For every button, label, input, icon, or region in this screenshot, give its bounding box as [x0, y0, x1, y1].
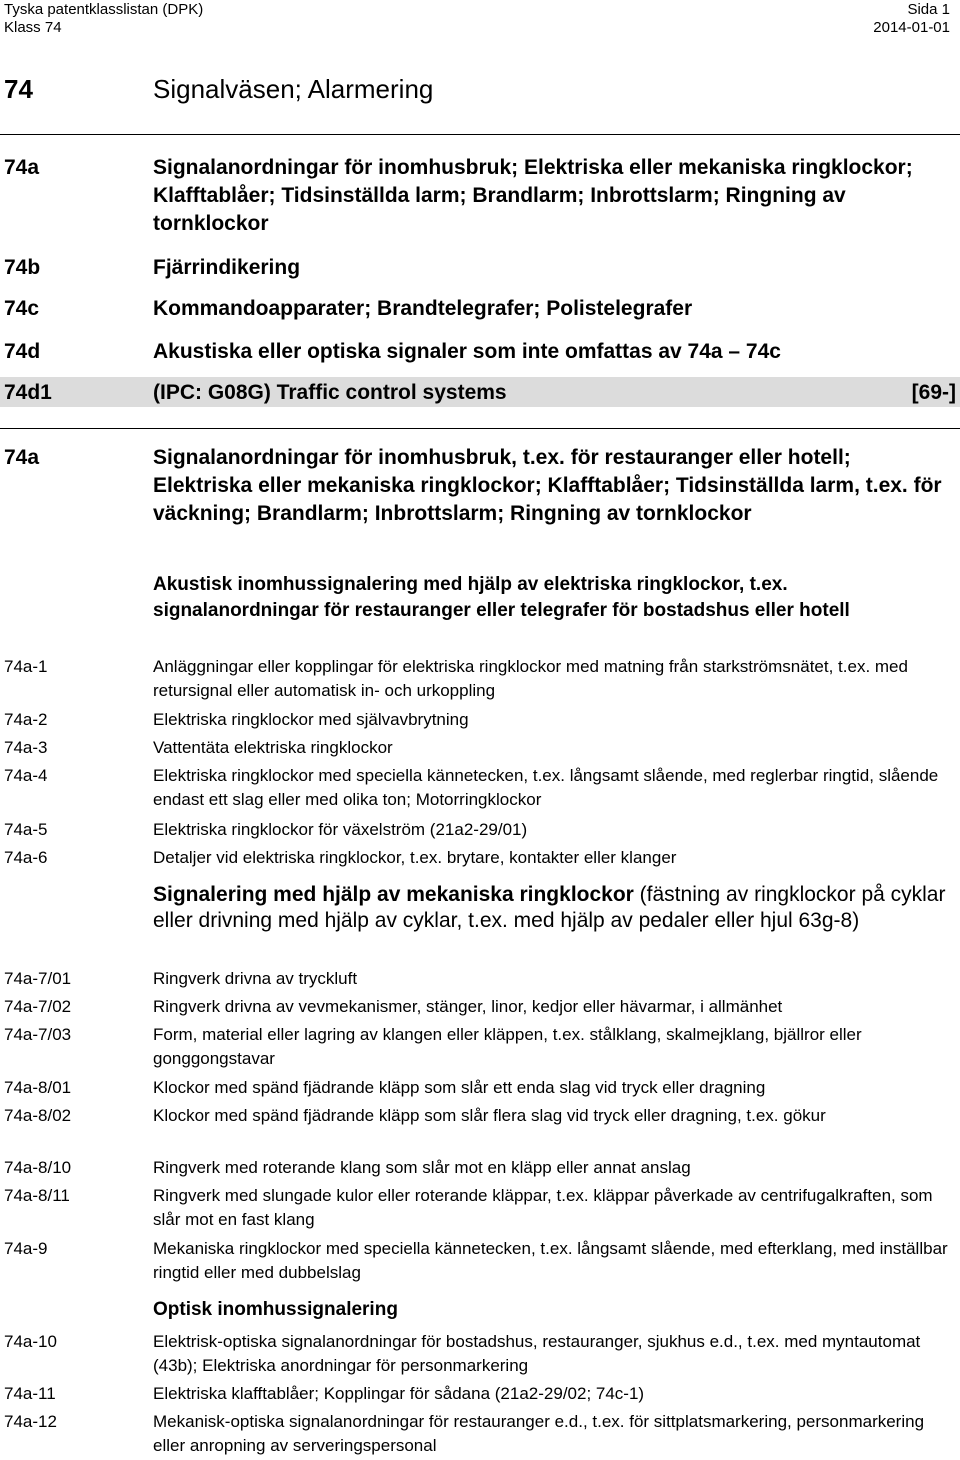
overview-code: 74b [4, 256, 41, 279]
overview-code: 74d [4, 340, 41, 363]
entry-text: Ringverk med roterande klang som slår mot en kläpp eller annat anslag [153, 1158, 691, 1177]
header-class: Klass 74 [4, 19, 62, 36]
overview-text: Signalanordningar för inomhusbruk; Elektriska eller mekaniska ringklockor; Klafftablåer; Tidsinställda larm; Brandlarm; Inbrottslarm; Ringning av tornklockor [153, 156, 913, 235]
entry-text: Klockor med spänd fjädrande kläpp som slår ett enda slag vid tryck eller dragning [153, 1078, 766, 1097]
entry-code: 74a-6 [4, 848, 48, 867]
entry-text: Form, material eller lagring av klangen eller kläppen, t.ex. stålklang, skalmejklang, bjällror eller gonggongstavar [153, 1025, 862, 1068]
entry-code: 74a-3 [4, 738, 48, 757]
overview-code: 74d1 [4, 381, 52, 404]
entry-code: 74a-4 [4, 766, 48, 785]
entry-text: Elektrisk-optiska signalanordningar för bostadshus, restauranger, sjukhus e.d., t.ex. med myntautomat (43b); Elektriska anordningar för personmarkering [153, 1332, 921, 1375]
section-code: 74a [4, 446, 40, 469]
entry-text: Elektriska ringklockor för växelström (21a2-29/01) [153, 820, 528, 839]
entry-code: 74a-9 [4, 1239, 48, 1258]
entry-code: 74a-8/11 [4, 1186, 70, 1205]
entry-text: Anläggningar eller kopplingar för elektriska ringklockor med matning från starkströmsnätet, t.ex. med retursignal eller automatisk in- och urkoppling [153, 657, 908, 700]
overview-text: (IPC: G08G) Traffic control systems [153, 381, 507, 404]
header-date: 2014-01-01 [873, 19, 950, 36]
entry-code: 74a-8/02 [4, 1106, 72, 1125]
header-page: Sida 1 [907, 1, 950, 18]
entry-code: 74a-2 [4, 710, 48, 729]
entry-text: Elektriska ringklockor med speciella kännetecken, t.ex. långsamt slående, med reglerbar ringtid, slående endast ett slag eller med olika ton; Motorringklockor [153, 766, 939, 809]
entry-code: 74a-10 [4, 1332, 57, 1351]
overview-text: Akustiska eller optiska signaler som inte omfattas av 74a – 74c [153, 340, 781, 363]
divider-section [0, 428, 960, 429]
class-code: 74 [4, 74, 33, 104]
overview-text: Fjärrindikering [153, 256, 301, 279]
overview-text: Kommandoapparater; Brandtelegrafer; Polistelegrafer [153, 297, 693, 320]
overview-code: 74c [4, 297, 40, 320]
overview-code: 74a [4, 156, 40, 179]
overview-range: [69-] [911, 381, 956, 404]
entry-code: 74a-8/01 [4, 1078, 72, 1097]
group-heading: Akustisk inomhussignalering med hjälp av elektriska ringklockor, t.ex. signalanordningar för restauranger eller telegrafer för bostadshus eller hotell [153, 574, 850, 621]
entry-code: 74a-7/02 [4, 997, 72, 1016]
entry-text: Klockor med spänd fjädrande kläpp som slår flera slag vid tryck eller dragning, t.ex. gökur [153, 1106, 826, 1125]
group-heading: Optisk inomhussignalering [153, 1299, 398, 1320]
divider-top [0, 134, 960, 135]
entry-text: Mekanisk-optiska signalanordningar för restauranger e.d., t.ex. för sittplatsmarkering, personmarkering eller anropning av serveringspersonal [153, 1412, 925, 1455]
group-heading-note: (fästning av ringklockor på cyklar eller drivning med hjälp av cyklar, t.ex. med hjälp av pedaler eller hjul 63g-8) [153, 883, 946, 932]
entry-text: Mekaniska ringklockor med speciella kännetecken, t.ex. långsamt slående, med efterklang, med inställbar ringtid eller med dubbelslag [153, 1239, 948, 1282]
entry-code: 74a-11 [4, 1384, 56, 1403]
entry-code: 74a-8/10 [4, 1158, 72, 1177]
entry-code: 74a-7/03 [4, 1025, 72, 1044]
section-text: Signalanordningar för inomhusbruk, t.ex. för restauranger eller hotell; Elektriska eller mekaniska ringklockor; Klafftablåer; Tidsinställda larm, t.ex. för väckning; Brandlarm; Inbrottslarm; Ringning av tornklockor [153, 446, 942, 525]
entry-text: Ringverk drivna av tryckluft [153, 969, 358, 988]
entry-code: 74a-7/01 [4, 969, 72, 988]
entry-text: Vattentäta elektriska ringklockor [153, 738, 393, 757]
entry-code: 74a-5 [4, 820, 48, 839]
entry-code: 74a-12 [4, 1412, 57, 1431]
header-doc-title: Tyska patentklasslistan (DPK) [4, 1, 204, 18]
entry-text: Elektriska ringklockor med självavbrytning [153, 710, 469, 729]
entry-code: 74a-1 [4, 657, 48, 676]
group-heading [153, 882, 950, 934]
group-heading-bold: Signalering med hjälp av mekaniska ringklockor [153, 883, 634, 906]
entry-text: Detaljer vid elektriska ringklockor, t.ex. brytare, kontakter eller klanger [153, 848, 677, 867]
class-title: Signalväsen; Alarmering [153, 74, 434, 104]
entry-text: Elektriska klafftablåer; Kopplingar för sådana (21a2-29/02; 74c-1) [153, 1384, 645, 1403]
entry-text: Ringverk med slungade kulor eller roterande kläppar, t.ex. kläppar påverkade av centrifugalkraften, som slår mot en fast klang [153, 1186, 933, 1229]
entry-text: Ringverk drivna av vevmekanismer, stänger, linor, kedjor eller hävarmar, i allmänhet [153, 997, 783, 1016]
